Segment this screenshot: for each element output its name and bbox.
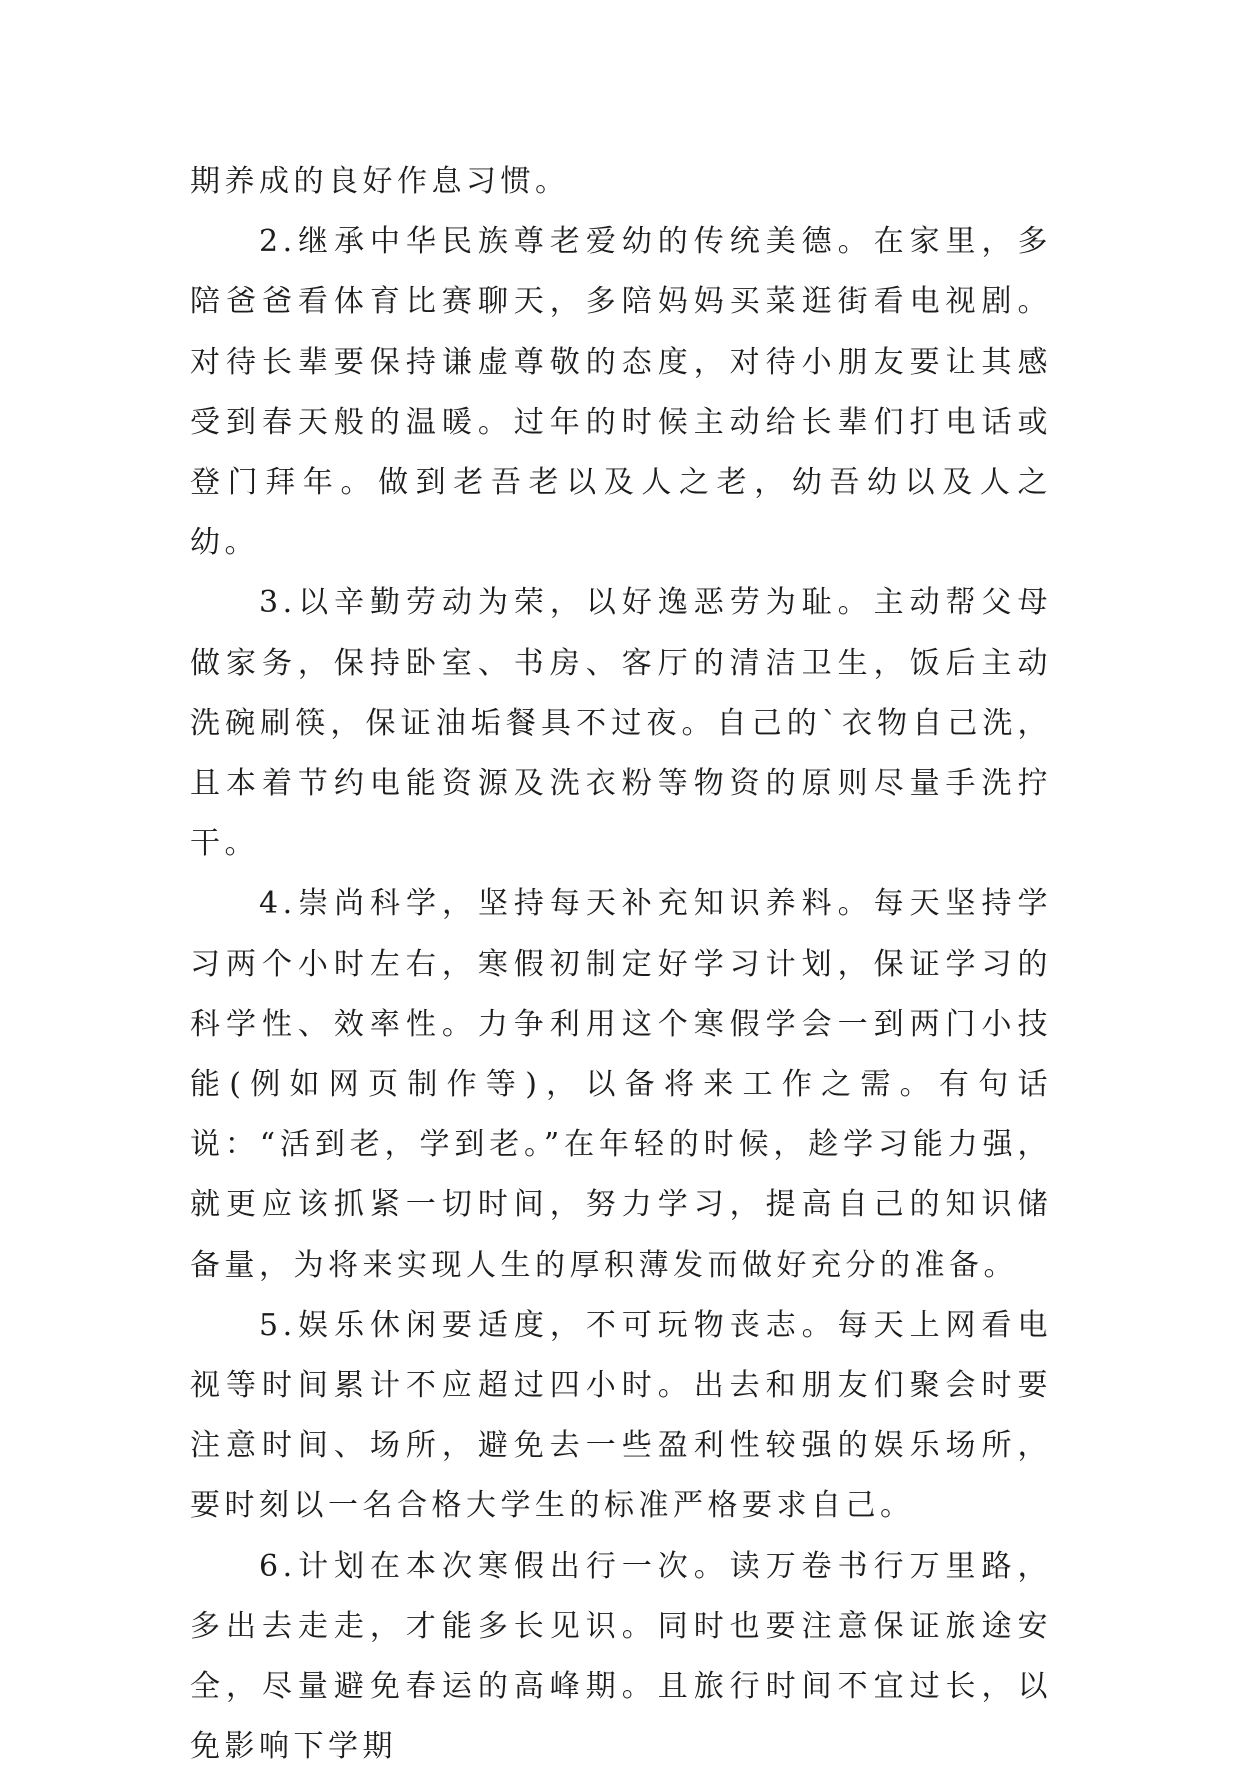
paragraph-item-2: 2.继承中华民族尊老爱幼的传统美德。在家里，多陪爸爸看体育比赛聊天，多陪妈妈买菜逛街看电视剧。对待长辈要保持谦虚尊敬的态度，对待小朋友要让其感受到春天般的温暖。过年的时候主动给长辈们打电话或登门拜年。做到老吾老以及人之老，幼吾幼以及人之幼。	[190, 224, 1052, 561]
paragraph-item-6: 6.计划在本次寒假出行一次。读万卷书行万里路，多出去走走，才能多长见识。同时也要注意保证旅途安全，尽量避免春运的高峰期。且旅行时间不宜过长，以免影响下学期	[190, 1548, 1052, 1765]
paragraph-continuation: 期养成的良好作息习惯。	[190, 164, 570, 199]
paragraph-item-3: 3.以辛勤劳动为荣，以好逸恶劳为耻。主动帮父母做家务，保持卧室、书房、客厅的清洁卫生，饭后主动洗碗刷筷，保证油垢餐具不过夜。自己的`衣物自己洗，且本着节约电能资源及洗衣粉等物资的原则尽量手洗拧干。	[190, 585, 1052, 862]
document-body	[190, 152, 1052, 1777]
paragraph-item-4: 4.崇尚科学，坚持每天补充知识养料。每天坚持学习两个小时左右，寒假初制定好学习计划，保证学习的科学性、效率性。力争利用这个寒假学会一到两门小技能(例如网页制作等)，以备将来工作之需。有句话说：“活到老，学到老。”在年轻的时候，趁学习能力强，就更应该抓紧一切时间，努力学习，提高自己的知识储备量，为将来实现人生的厚积薄发而做好充分的准备。	[190, 886, 1052, 1283]
paragraph-item-5: 5.娱乐休闲要适度，不可玩物丧志。每天上网看电视等时间累计不应超过四小时。出去和朋友们聚会时要注意时间、场所，避免去一些盈利性较强的娱乐场所，要时刻以一名合格大学生的标准严格要求自己。	[190, 1307, 1052, 1524]
